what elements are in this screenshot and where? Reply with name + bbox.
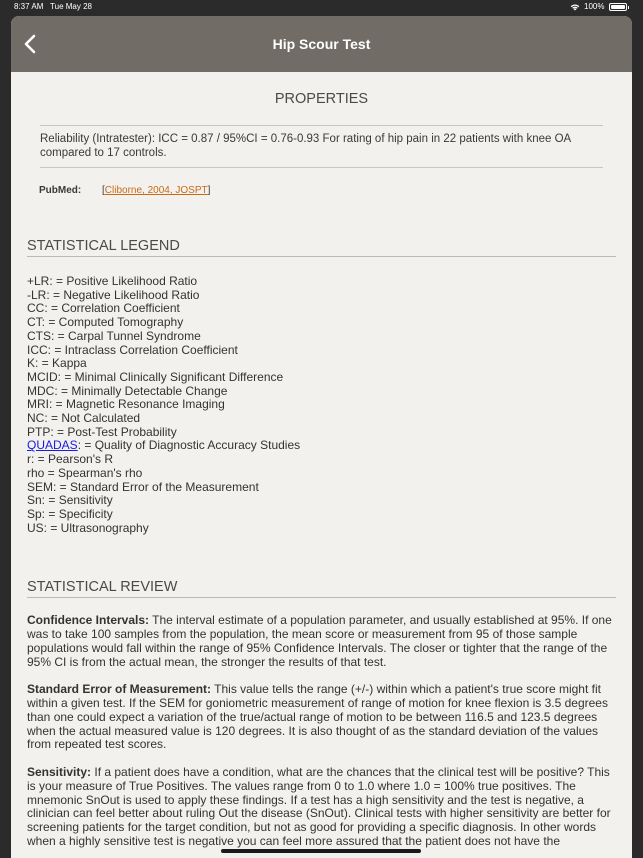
status-right [570,0,629,14]
sem-term: Standard Error of Measurement: [27,682,212,697]
sensitivity-text: If a patient does have a condition, what are the chances that the clinical test will be positive? This is your measure of True Positives. The values range from 0 to 1.0 where 1.0 = 100% true positives. The mnemonic SnOut is used to apply these findings. If a test has a high sensitivity and the test is negative, a clinician can feel better about ruling Out the disease (SnOut). Clinical tests with higher sensitivity are better for screening patients for the target condition, but not as good for providing a specific diagnosis. In other words when a highly sensitive test is negative you can feel more assured that the patient does not have the [27,765,611,848]
legend-item: rho = Spearman's rho [27,465,143,480]
properties-box [40,125,603,168]
legend-item: SEM: = Standard Error of the Measurement [27,479,259,494]
confidence-intervals-text: The interval estimate of a population parameter, and usually established at 95%. If one was to take 100 samples from the population, the mean score or measurement from 95 of those sample populations would fall within the range of 95% Confidence Intervals. The closer or tighter that the range of the 95% CI is from the actual mean, the stronger the results of that test. [27,613,612,669]
sensitivity-paragraph [27,766,616,849]
legend-item: +LR: = Positive Likelihood Ratio [27,274,198,288]
quadas-link[interactable]: QUADAS [27,438,78,453]
legend-item: MCID: = Minimal Clinically Significant Difference [27,369,284,384]
legend-item: r: = Pearson's R [27,452,113,467]
battery-percent: 100% [584,2,605,11]
legend-item-quadas [27,439,616,453]
legend-item: Sp: = Specificity [27,506,113,521]
battery-icon [609,3,627,11]
legend-item: MDC: = Minimally Detectable Change [27,383,228,398]
legend-item: CT: = Computed Tomography [27,315,184,330]
wifi-icon [570,3,580,11]
sem-text: This value tells the range (+/-) within which a patient's true score might fit within a given test. If the SEM for goniometric measurement of range of motion for knee flexion is 3.5 degrees than one could expect a variation of the true/actual range of motion to be between 116.5 and 123.5 degrees when the actual measured value is 120 degrees. It is also thought of as the standard deviation of the values from repeated test scores. [27,682,608,752]
reliability-text: Reliability (Intratester): ICC = 0.87 / 95%CI = 0.76-0.93 For rating of hip pain in 22 patients with knee OA compared to 17 controls. [40,133,571,159]
legend-list [27,275,616,535]
divider [40,125,603,126]
home-indicator[interactable] [221,849,421,853]
pubmed-bracket-open: [ [102,185,105,196]
navigation-bar [11,16,632,72]
status-bar [0,0,643,14]
content-area[interactable] [27,72,616,849]
legend-item: NC: = Not Calculated [27,411,141,426]
page-title: Hip Scour Test [272,36,371,52]
sensitivity-term: Sensitivity: [27,765,92,780]
legend-item: -LR: = Negative Likelihood Ratio [27,287,200,302]
legend-item: CC: = Correlation Coefficient [27,301,180,316]
confidence-intervals-term: Confidence Intervals: [27,613,150,628]
divider [40,167,603,168]
legend-item: K: = Kappa [27,356,87,371]
legend-item: ICC: = Intraclass Correlation Coefficient [27,342,238,357]
legend-item: Sn: = Sensitivity [27,493,113,508]
pubmed-row [39,184,616,198]
legend-item: PTP: = Post-Test Probability [27,424,177,439]
pubmed-label: PubMed: [39,185,82,196]
properties-heading: PROPERTIES [274,91,369,107]
sem-paragraph [27,683,616,752]
legend-item: US: = Ultrasonography [27,520,149,535]
quadas-definition: : = Quality of Diagnostic Accuracy Studies [77,438,301,453]
modal-sheet [11,16,632,858]
confidence-intervals-paragraph [27,614,616,669]
battery-cap [628,6,630,9]
status-time: 8:37 AM Tue May 28 [14,2,92,11]
pubmed-bracket-close: ] [207,185,211,196]
legend-item: CTS: = Carpal Tunnel Syndrome [27,328,201,343]
legend-item: MRI: = Magnetic Resonance Imaging [27,397,225,412]
statistical-legend-heading: STATISTICAL LEGEND [27,237,616,257]
pubmed-citation-link[interactable]: Cliborne, 2004, JOSPT [104,185,208,196]
statistical-review-heading: STATISTICAL REVIEW [27,578,616,598]
